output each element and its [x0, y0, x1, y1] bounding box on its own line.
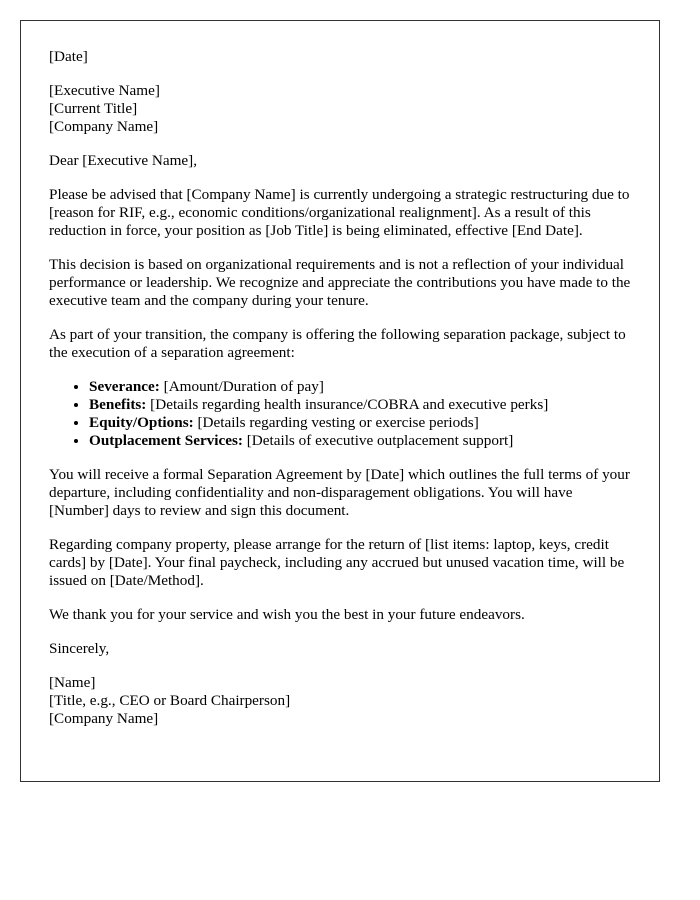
recipient-company: [Company Name]	[49, 118, 159, 135]
salutation: Dear [Executive Name],	[49, 152, 197, 169]
signature-title: [Title, e.g., CEO or Board Chairperson]	[49, 692, 291, 709]
paragraph-package-intro: As part of your transition, the company is offering the following separation package, subject to the execution of a separation agreement:	[49, 326, 626, 361]
package-detail: [Details regarding health insurance/COBRA and executive perks]	[146, 396, 549, 413]
package-term: Equity/Options:	[89, 414, 194, 431]
paragraph-intro: Please be advised that [Company Name] is currently undergoing a strategic restructuring due to [reason for RIF, e.g., economic conditions/organizational realignment]. As a result of this reduction in force, your position as [Job Title] is being eliminated, effective [End Date].	[49, 186, 630, 239]
signature-block	[49, 674, 631, 728]
package-term: Benefits:	[89, 396, 147, 413]
package-term: Outplacement Services:	[89, 432, 243, 449]
recipient-name: [Executive Name]	[49, 82, 160, 99]
separation-package-list	[49, 378, 631, 450]
paragraph-decision: This decision is based on organizational requirements and is not a reflection of your individual performance or leadership. We recognize and appreciate the contributions you have made to the executive team and the company during your tenure.	[49, 256, 631, 309]
paragraph-thanks: We thank you for your service and wish you the best in your future endeavors.	[49, 606, 525, 623]
signature-company: [Company Name]	[49, 710, 159, 727]
package-item-outplacement	[89, 432, 631, 450]
package-term: Severance:	[89, 378, 160, 395]
letter-date: [Date]	[49, 48, 88, 65]
package-detail: [Details regarding vesting or exercise periods]	[193, 414, 479, 431]
paragraph-agreement: You will receive a formal Separation Agreement by [Date] which outlines the full terms of your departure, including confidentiality and non-disparagement obligations. You will have [Number] days to review and sign this document.	[49, 466, 630, 519]
signature-name: [Name]	[49, 674, 96, 691]
letter-document	[20, 20, 660, 782]
paragraph-property: Regarding company property, please arrange for the return of [list items: laptop, keys, credit cards] by [Date]. Your final paycheck, including any accrued but unused vacation time, will be issued on [Date/Method].	[49, 536, 625, 589]
package-detail: [Amount/Duration of pay]	[159, 378, 324, 395]
package-detail: [Details of executive outplacement support]	[242, 432, 514, 449]
package-item-equity	[89, 414, 631, 432]
recipient-block	[49, 82, 631, 136]
closing: Sincerely,	[49, 640, 110, 657]
package-item-severance	[89, 378, 631, 396]
recipient-title: [Current Title]	[49, 100, 138, 117]
package-item-benefits	[89, 396, 631, 414]
